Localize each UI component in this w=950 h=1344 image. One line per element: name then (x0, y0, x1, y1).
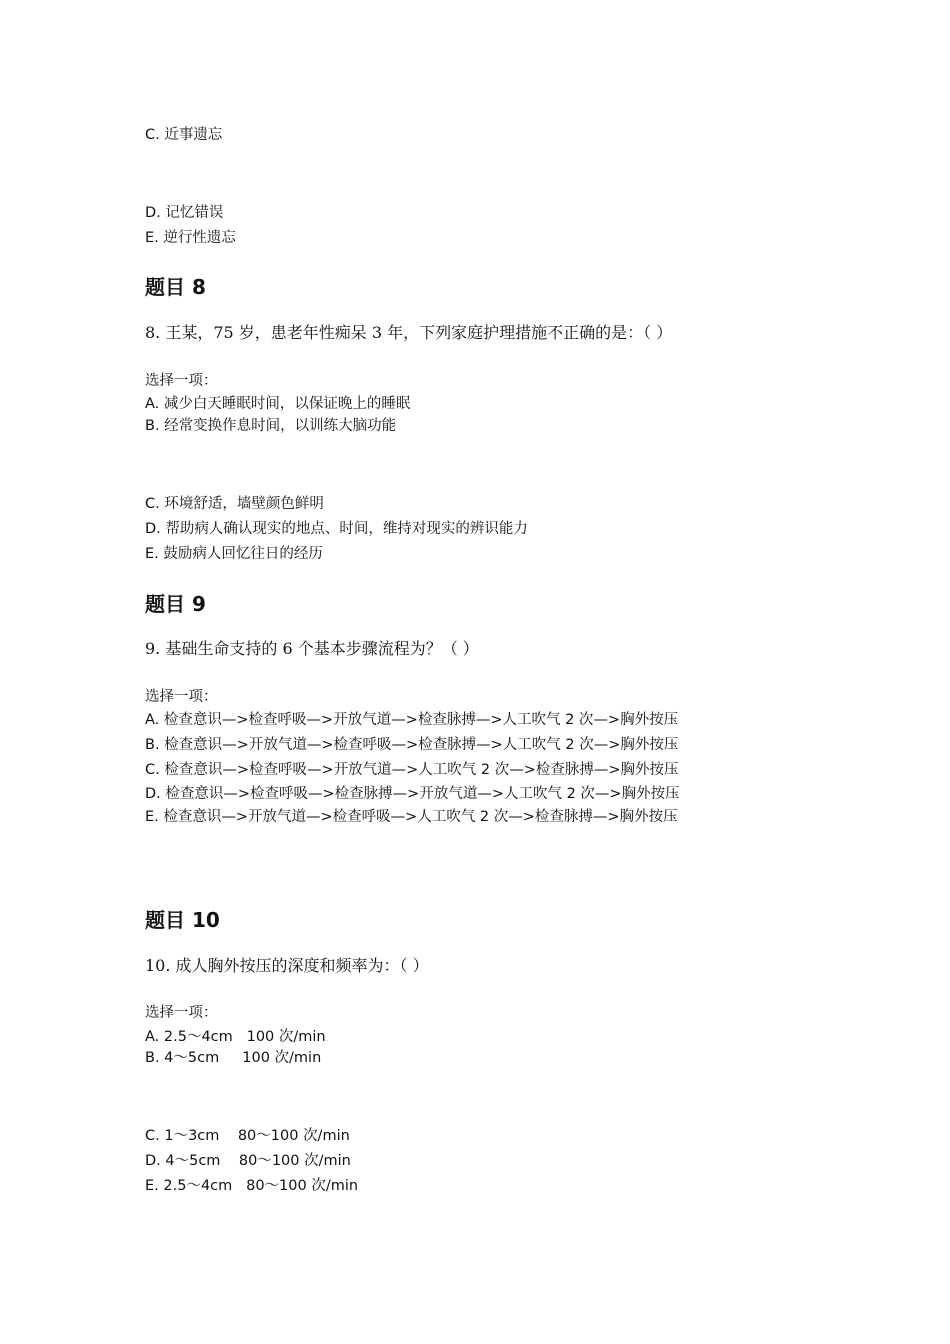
intro-option-e: E. 逆行性遗忘 (145, 230, 236, 246)
question-10-option-c[interactable]: C. 1～3cm 80～100 次/min (145, 1128, 350, 1144)
question-8-heading: 题目 8 (145, 275, 206, 299)
question-9-option-b[interactable]: B. 检查意识—>开放气道—>检查呼吸—>检查脉搏—>人工吹气 2 次—>胸外按压 (145, 737, 679, 753)
question-10-option-a[interactable]: A. 2.5～4cm 100 次/min (145, 1029, 326, 1045)
question-8-option-d[interactable]: D. 帮助病人确认现实的地点、时间，维持对现实的辨识能力 (145, 521, 528, 537)
question-10-text: 10. 成人胸外按压的深度和频率为：（ ） (145, 956, 429, 975)
question-10-option-b[interactable]: B. 4～5cm 100 次/min (145, 1050, 322, 1066)
question-10-option-e[interactable]: E. 2.5～4cm 80～100 次/min (145, 1178, 359, 1194)
question-8-select-label: 选择一项： (145, 373, 218, 389)
question-9-option-e[interactable]: E. 检查意识—>开放气道—>检查呼吸—>人工吹气 2 次—>检查脉搏—>胸外按压 (145, 809, 678, 825)
question-9-option-c[interactable]: C. 检查意识—>检查呼吸—>开放气道—>人工吹气 2 次—>检查脉搏—>胸外按压 (145, 762, 679, 778)
question-9-text: 9. 基础生命支持的 6 个基本步骤流程为？（ ） (145, 639, 479, 658)
question-9-option-a[interactable]: A. 检查意识—>检查呼吸—>开放气道—>检查脉搏—>人工吹气 2 次—>胸外按压 (145, 712, 679, 728)
question-10-select-label: 选择一项： (145, 1005, 218, 1021)
question-10-option-d[interactable]: D. 4～5cm 80～100 次/min (145, 1153, 351, 1169)
question-8-option-a[interactable]: A. 减少白天睡眠时间，以保证晚上的睡眠 (145, 396, 411, 412)
question-9-heading: 题目 9 (145, 592, 206, 616)
question-9-option-d[interactable]: D. 检查意识—>检查呼吸—>检查脉搏—>开放气道—>人工吹气 2 次—>胸外按压 (145, 786, 680, 802)
question-8-option-b[interactable]: B. 经常变换作息时间，以训练大脑功能 (145, 418, 397, 434)
intro-option-c: C. 近事遗忘 (145, 127, 223, 143)
intro-option-d: D. 记忆错误 (145, 205, 224, 221)
question-8-text: 8. 王某，75 岁，患老年性痴呆 3 年，下列家庭护理措施不正确的是：（ ） (145, 323, 673, 342)
question-10-heading: 题目 10 (145, 908, 220, 932)
question-8-option-e[interactable]: E. 鼓励病人回忆往日的经历 (145, 546, 323, 562)
question-8-option-c[interactable]: C. 环境舒适，墙壁颜色鲜明 (145, 496, 324, 512)
question-9-select-label: 选择一项： (145, 689, 218, 705)
